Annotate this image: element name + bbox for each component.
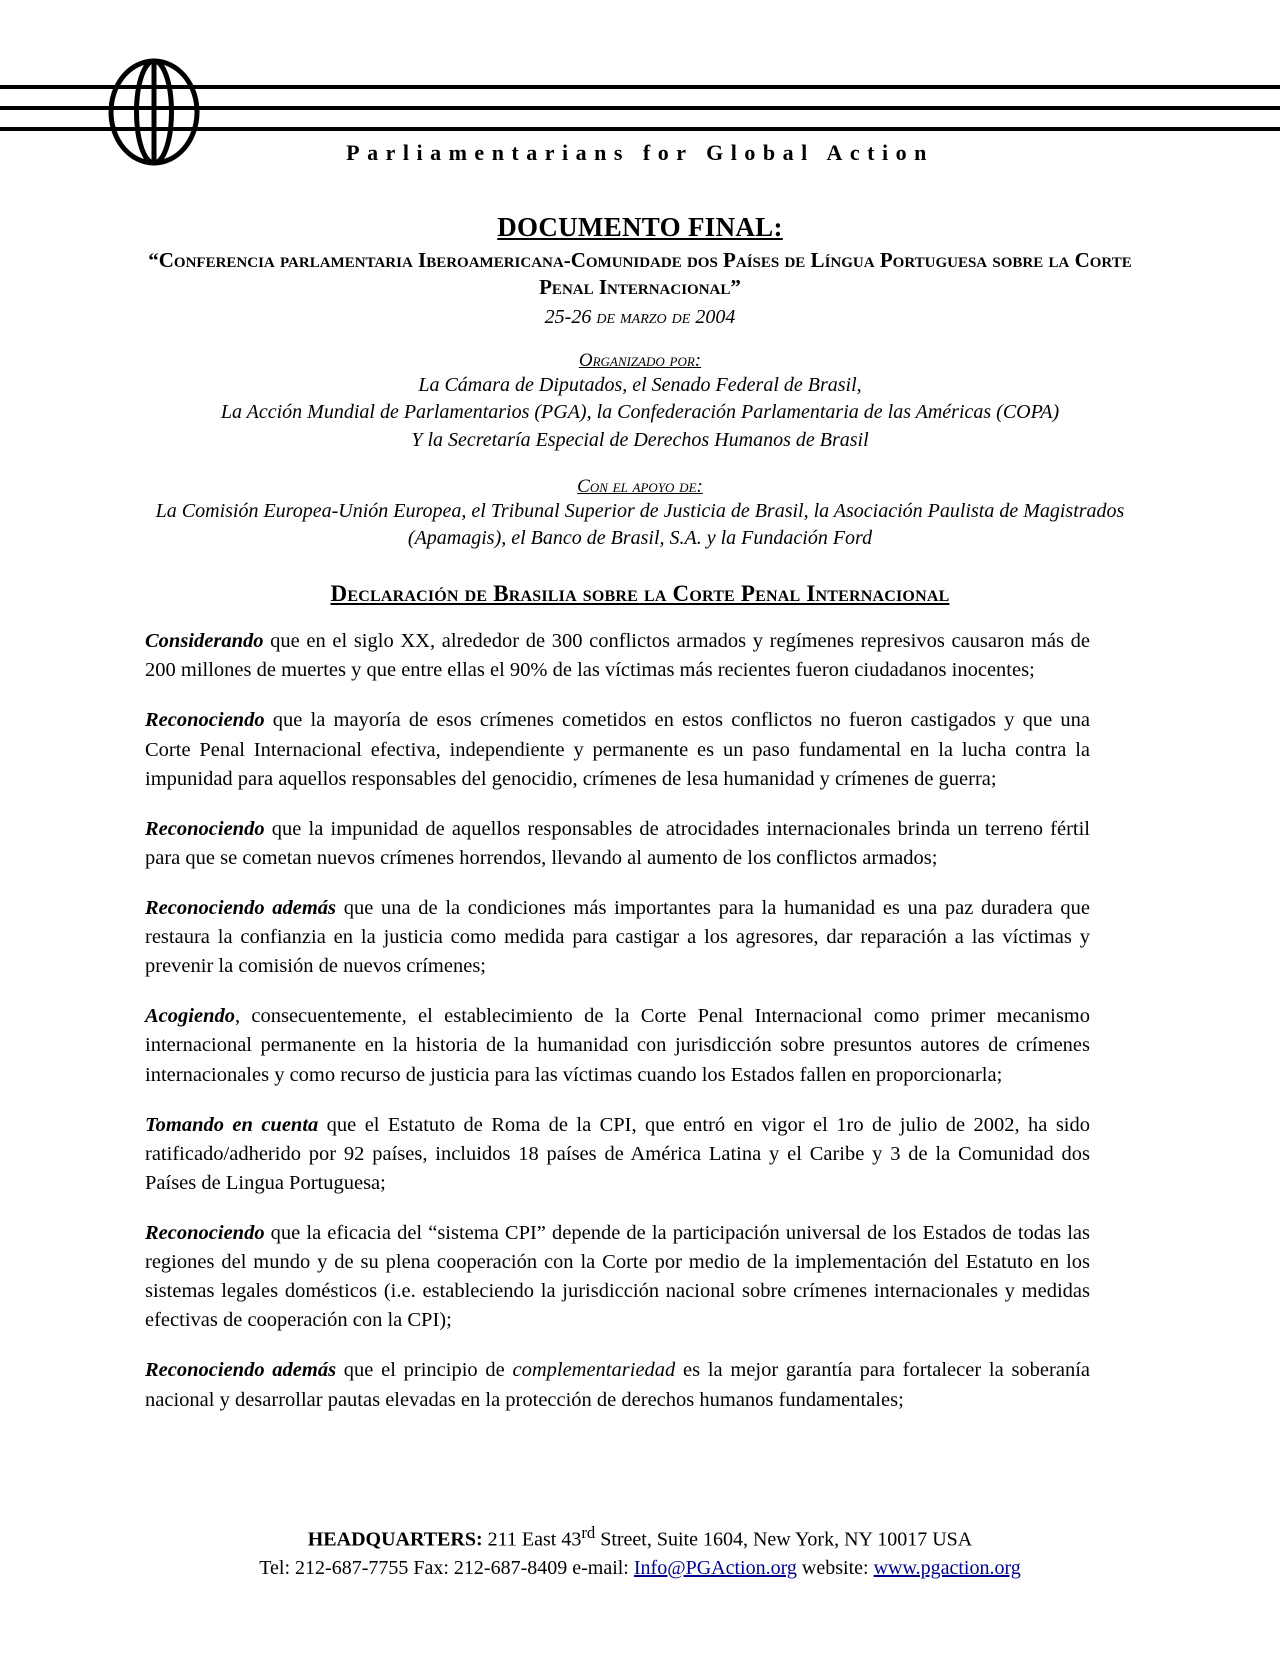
supported-by-label: Con el apoyo de: <box>577 475 703 497</box>
footer-address-ordinal: rd <box>581 1522 596 1542</box>
paragraph-text: que la mayoría de esos crímenes cometidos en estos conflictos no fueron castigados y que una Corte Penal Internacional efectiva, independiente y permanente es un paso fundamental en la lucha contra la impunidad para aquellos responsables del genocidio, crímenes de lesa humanidad y crímenes de guerra; <box>145 709 1090 790</box>
paragraph-text: que en el siglo XX, alrededor de 300 conflictos armados y regímenes represivos causaron más de 200 millones de muertes y que entre ellas el 90% de las víctimas más recientes fueron ciudadanos inocentes; <box>145 630 1090 682</box>
conference-title: “Conferencia parlamentaria Iberoamericana-Comunidade dos Países de Língua Portuguesa sobre la Corte Penal Internacional” <box>148 248 1132 299</box>
paragraph <box>145 1111 1090 1198</box>
footer-address: 211 East 43 <box>482 1528 582 1551</box>
paragraph-lead: Considerando <box>145 630 264 653</box>
paragraph-lead: Reconociendo <box>145 709 265 732</box>
paragraph <box>145 627 1090 685</box>
declaration-heading: Declaración de Brasilia sobre la Corte Penal Internacional <box>330 580 950 606</box>
website-link[interactable]: www.pgaction.org <box>873 1556 1021 1579</box>
organized-by-line: Y la Secretaría Especial de Derechos Humanos de Brasil <box>411 428 869 451</box>
body-content <box>145 627 1090 1414</box>
paragraph-lead: Reconociendo <box>145 1222 265 1245</box>
paragraph-lead: Reconociendo además <box>145 1359 337 1382</box>
headquarters-label: HEADQUARTERS: <box>307 1528 483 1551</box>
organization-name: Parliamentarians for Global Action <box>346 140 934 165</box>
conference-date: 25-26 de marzo de 2004 <box>544 305 736 328</box>
paragraph-lead: Tomando en cuenta <box>145 1113 319 1136</box>
title-block <box>0 212 1280 607</box>
footer-address-rest: Street, Suite 1604, New York, NY 10017 USA <box>595 1528 973 1551</box>
document-title: DOCUMENTO FINAL: <box>497 212 783 242</box>
organized-by-label: Organizado por: <box>578 349 702 371</box>
paragraph-text: que el principio de <box>336 1359 513 1382</box>
globe-icon <box>108 58 200 166</box>
supported-by-line: La Comisión Europea-Unión Europea, el Tribunal Superior de Justicia de Brasil, la Asociación Paulista de Magistrados <box>155 499 1125 522</box>
paragraph <box>145 815 1090 873</box>
paragraph <box>145 1356 1090 1414</box>
paragraph-text: que una de la condiciones más importantes para la humanidad es una paz duradera que restaura la confianzia en la justicia como medida para castigar a los agresores, dar reparación a las víctimas y prevenir la comisión de nuevos crímenes; <box>145 897 1090 978</box>
paragraph-emphasis: complementariedad <box>512 1359 676 1382</box>
paragraph-text: es la mejor garantía para fortalecer la soberanía nacional y desarrollar pautas elevadas en la protección de derechos humanos fundamentales; <box>145 1359 1090 1411</box>
footer-contact-mid: website: <box>796 1556 874 1579</box>
paragraph-text: , consecuentemente, el establecimiento de la Corte Penal Internacional como primer mecanismo internacional permanente en la historia de la humanidad con jurisdicción sobre presuntos autores de crímenes internacionales y como recurso de justicia para las víctimas cuando los Estados fallen en proporcionarla; <box>145 1005 1090 1086</box>
paragraph-lead: Acogiendo <box>145 1005 235 1028</box>
paragraph-text: que la eficacia del “sistema CPI” depende de la participación universal de los Estados de todas las regiones del mundo y de su plena cooperación con la Corte por medio de la implementación del Estatuto en los sistemas legales domésticos (i.e. estableciendo la jurisdicción nacional sobre crímenes internacionales y medidas efectivas de cooperación con la CPI); <box>145 1222 1090 1332</box>
email-link[interactable]: Info@PGAction.org <box>633 1556 797 1579</box>
paragraph-lead: Reconociendo además <box>145 897 337 920</box>
paragraph-lead: Reconociendo <box>145 817 265 840</box>
organized-by-line: La Acción Mundial de Parlamentarios (PGA), la Confederación Parlamentaria de las Américas (COPA) <box>220 401 1060 424</box>
paragraph <box>145 1219 1090 1335</box>
organized-by-line: La Cámara de Diputados, el Senado Federal de Brasil, <box>418 373 862 396</box>
paragraph <box>145 706 1090 793</box>
page-footer <box>0 1521 1280 1582</box>
paragraph-text: que el Estatuto de Roma de la CPI, que entró en vigor el 1ro de julio de 2002, ha sido ratificado/adherido por 92 países, incluidos 18 países de América Latina y el Caribe y 3 de la Comunidad dos Países de Lingua Portuguesa; <box>145 1113 1090 1194</box>
paragraph-text: que la impunidad de aquellos responsables de atrocidades internacionales brinda un terreno fértil para que se cometan nuevos crímenes horrendos, llevando al aumento de los conflictos armados; <box>145 817 1090 869</box>
supported-by-line: (Apamagis), el Banco de Brasil, S.A. y la Fundación Ford <box>407 527 873 550</box>
letterhead <box>0 0 1280 190</box>
footer-contact-prefix: Tel: 212-687-7755 Fax: 212-687-8409 e-mail: <box>259 1556 634 1579</box>
paragraph <box>145 894 1090 981</box>
paragraph <box>145 1002 1090 1089</box>
footer-address-line <box>0 1521 1280 1554</box>
footer-contact-line <box>0 1554 1280 1582</box>
